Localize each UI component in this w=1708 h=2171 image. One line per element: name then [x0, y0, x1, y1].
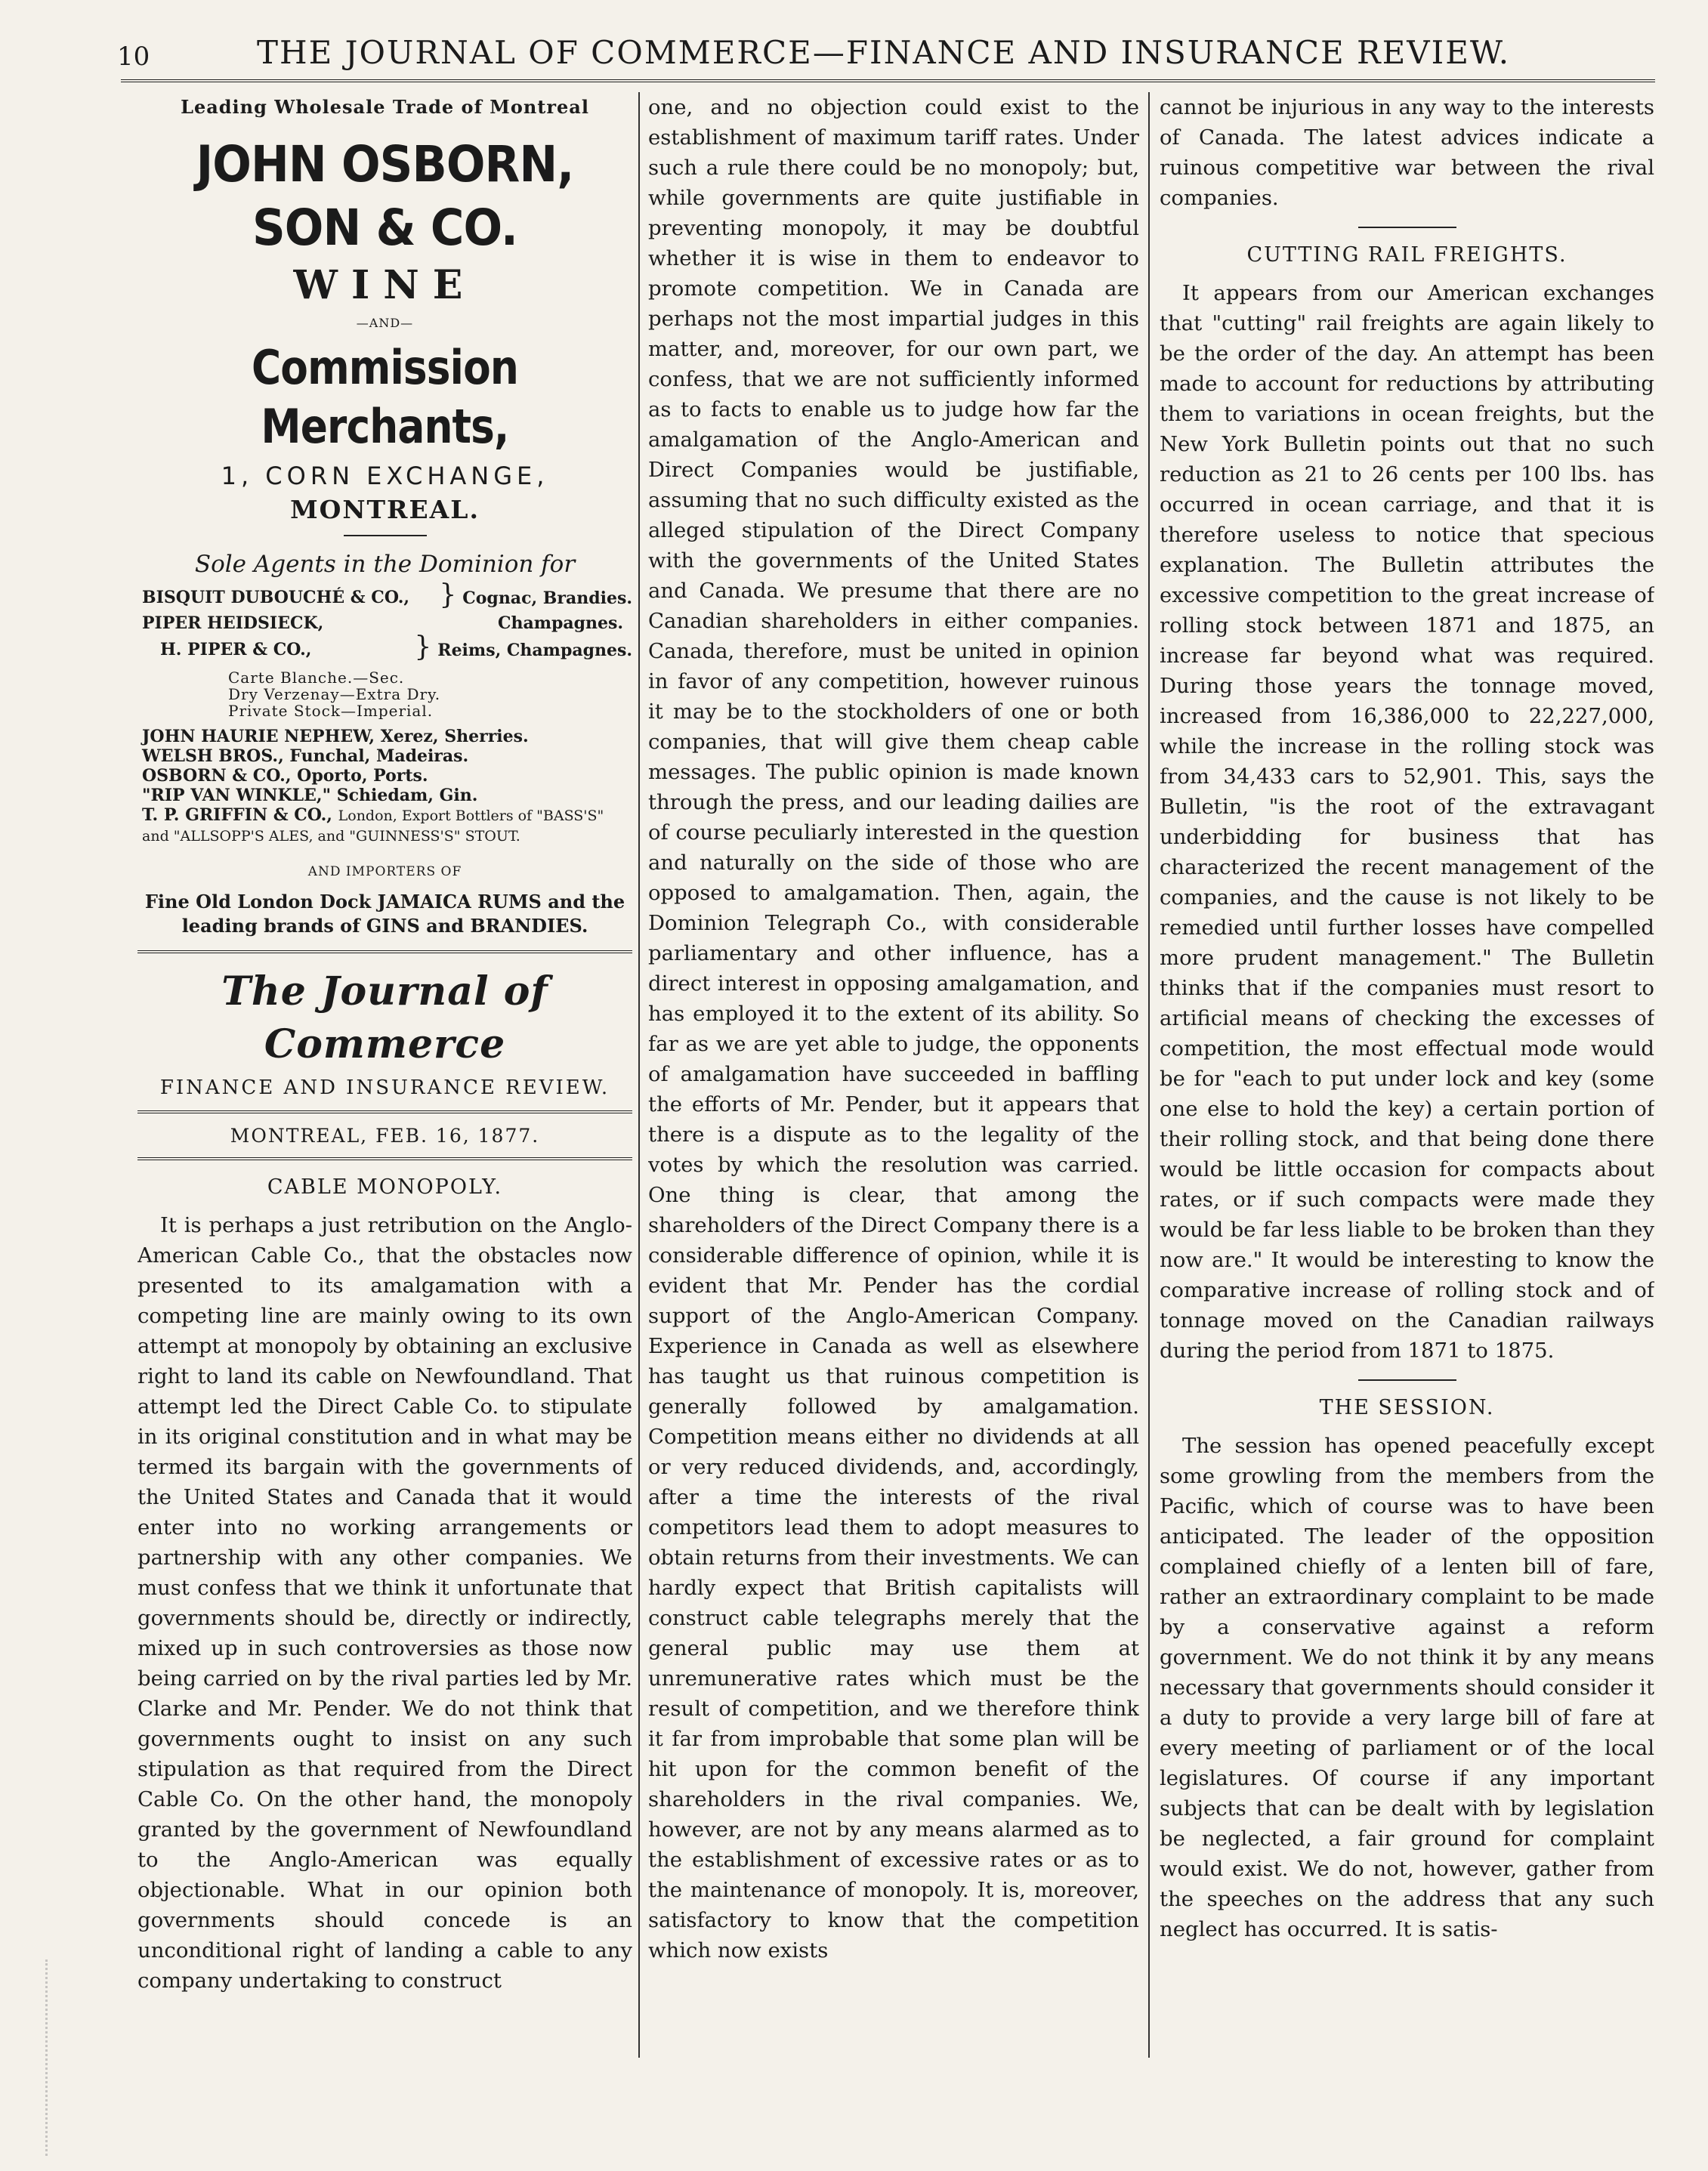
divider	[344, 535, 427, 536]
ad-commission: Commission Merchants,	[252, 340, 518, 454]
import-item: JOHN HAURIE NEPHEW, Xerez, Sherries.	[142, 727, 529, 746]
article-title: CUTTING RAIL FREIGHTS.	[1246, 243, 1567, 267]
page-number: 10	[117, 42, 150, 72]
article-title: CABLE MONOPOLY.	[267, 1175, 503, 1199]
divider	[137, 950, 632, 953]
article-body: one, and no objection could exist to the establishment of maximum tariff rates. Under such a rule there could be no monopoly; but, while governments are quite justifiable in preventing monopoly, it may be doubtful whether it is wise in them to endeavor to promote competition. We in Canada are perhaps not the most impartial judges in this matter, and, moreover, for our own part, we confess, that we are not sufficiently informed as to facts to enable us to judge how far the amalgamation of the Anglo-American and Direct Companies would be justifiable, assuming that no such difficulty existed as the alleged stipulation of the Direct Company with the governments of the United States and Canada. We presume that there are no Canadian shareholders in either companies. Canada, therefore, must be united in opinion in favor of any competition, however ruinous it may be to the stockholders of one or both companies, that will give them cheap cable messages. The public opinion is made known through the press, and our leading dailies are of course peculiarly interested in the question and naturally on the side of those who are opposed to amalgamation. Then, again, the Dominion Telegraph Co., with considerable parliamentary and other influence, has a direct interest in opposing amalgamation, and has employed it to the extent of its ability. So far as we are yet able to judge, the opponents of amalgamation have succeeded in baffling the efforts of Mr. Pender, but it appears that there is a dispute as to the legality of the votes by which the resolution was carried. One thing is clear, that among the shareholders of the Direct Company there is a considerable difference of opinion, while it is evident that Mr. Pender has the cordial support of the Anglo-American Company. Experience in Canada as well as elsewhere has taught us that ruinous competition is generally followed by amalgamation. Competition means either no dividends at all or very reduced dividends, and, accordingly, after a time the interests of the rival competitors lead them to adopt measures to obtain returns from their investments. We can hardly expect that British capitalists will construct cable telegraphs merely that the general public may use them at unremunerative rates which must be the result of competition, and we therefore think it far from improbable that some plan will be hit upon for the common benefit of the shareholders in the rival companies. We, however, are not by any means alarmed as to the establishment of excessive rates or as to the maintenance of monopoly. It is, moreover, satisfactory to know that the competition which now exists	[648, 95, 1139, 1963]
divider	[1358, 1379, 1456, 1381]
ad-firm-name: JOHN OSBORN, SON & CO.	[196, 135, 574, 257]
article-body: It appears from our American exchanges that "cutting" rail freights are again likely to be the order of the day. An attempt has been made to account for reductions by attributing them to variations in ocean freights, but the New York Bulletin points out that no such reduction as 21 to 26 cents per 100 lbs. has occurred in ocean carriage, and that it is therefore useless to notice that specious explanation. The Bulletin attributes the excessive competition to the great increase of rolling stock between 1871 and 1875, an increase far beyond what was required. During those years the tonnage moved, increased from 16,386,000 to 22,227,000, while the increase in the rolling stock was from 34,433 cars to 52,901. This, says the Bulletin, "is the root of the extravagant underbidding for business that has characterized the recent management of the companies, and the cause is not likely to be remedied until further losses have compelled more prudent management." The Bulletin thinks that if the companies must resort to artificial means of checking the excesses of competition, the most effectual mode would be for "each to put under lock and key (some one else to hold the key) a certain portion of their rolling stock, and that being done there would be little occasion for compacts about rates, or if such compacts were made they would be far less liable to be broken than they now are." It would be interesting to know the comparative increase of rolling stock and of tonnage moved on the Canadian railways during the period from 1871 to 1875.	[1160, 281, 1654, 1363]
ad-wine: WINE	[293, 262, 477, 308]
cuvee-item: Carte Blanche.—Sec.	[228, 669, 405, 687]
article-title: THE SESSION.	[1319, 1396, 1495, 1419]
scan-artifact	[45, 1959, 78, 2156]
cuvee-list	[228, 669, 632, 719]
import-item: "RIP VAN WINKLE," Schiedam, Gin.	[142, 786, 478, 805]
agent-product: Cognac, Brandies.	[462, 588, 632, 608]
ad-agents-line: Sole Agents in the Dominion for	[194, 551, 576, 578]
advertisement	[137, 92, 632, 938]
agent-firm: H. PIPER & CO.,	[160, 639, 312, 659]
import-item: T. P. GRIFFIN & CO., London, Export Bottlers of "BASS'S" and "ALLSOPP'S ALES, and "GUINNESS'S" STOUT.	[142, 805, 604, 845]
column-2	[648, 92, 1139, 2103]
article-body: It is perhaps a just retribution on the Anglo-American Cable Co., that the obstacles now presented to its amalgamation with a competing line are mainly owing to its own attempt at monopoly by obtaining an exclusive right to land its cable on Newfoundland. That attempt led the Direct Cable Co. to stipulate in its original constitution and in what may be termed its bargain with the governments of the United States and Canada that it would enter into no working arrangements or partnership with any other companies. We must confess that we think it unfortunate that governments should be, directly or indirectly, mixed up in such controversies as those now being carried on by the rival parties led by Mr. Clarke and Mr. Pender. We do not think that governments ought to insist on any such stipulation as that required from the Direct Cable Co. On the other hand, the monopoly granted by the government of Newfoundland to the Anglo-American was equally objectionable. What in our opinion both governments should concede is an unconditional right of landing a cable to any company undertaking to construct	[137, 1213, 632, 1993]
divider	[1358, 227, 1456, 228]
agent-firm: PIPER HEIDSIECK,	[142, 613, 324, 633]
article-body: The session has opened peacefully except some growling from the members from the Pacific, which of course was to have been anticipated. The leader of the opposition complained chiefly of a lenten bill of fare, rather an extraordinary complaint to be made by a conservative against a reform government. We do not think it by any means necessary that governments should consider it a duty to provide a very large bill of fare at every meeting of parliament or of the local legislatures. Of course if any important subjects that can be dealt with by legislation be neglected, a fair ground for complaint would exist. We do not, however, gather from the speeches on the address that any such neglect has occurred. It is satis-	[1160, 1434, 1654, 1941]
agent-row: BISQUIT DUBOUCHÉ & CO., } Cognac, Brandies.	[142, 579, 632, 610]
header-rule	[121, 79, 1655, 82]
dateline: MONTREAL, FEB. 16, 1877.	[230, 1125, 540, 1147]
ad-address: 1, CORN EXCHANGE,	[221, 462, 549, 490]
article-body: cannot be injurious in any way to the interests of Canada. The latest advices indicate a ruinous competitive war between the rival companies.	[1160, 95, 1654, 210]
ad-fine-old: Fine Old London Dock JAMAICA RUMS and the leading brands of GINS and BRANDIES.	[144, 891, 625, 937]
import-item: WELSH BROS., Funchal, Madeiras.	[142, 746, 469, 766]
column-rule	[1148, 92, 1150, 2058]
importers-head: AND IMPORTERS OF	[307, 864, 462, 879]
divider	[137, 1110, 632, 1113]
column-1	[137, 92, 632, 2103]
agent-firm: BISQUIT DUBOUCHÉ & CO.,	[142, 587, 410, 607]
agent-product: Champagnes.	[497, 613, 624, 633]
column-3	[1160, 92, 1654, 2103]
masthead-subtitle: FINANCE AND INSURANCE REVIEW.	[159, 1076, 610, 1099]
divider	[137, 1157, 632, 1160]
agent-row: H. PIPER & CO., } Reims, Champagnes.	[160, 632, 632, 662]
ad-header: Leading Wholesale Trade of Montreal	[181, 96, 589, 118]
agent-row	[142, 613, 632, 634]
running-title: THE JOURNAL OF COMMERCE—FINANCE AND INSURANCE REVIEW.	[257, 34, 1511, 71]
import-item: OSBORN & CO., Oporto, Ports.	[142, 766, 428, 786]
cuvee-item: Dry Verzenay—Extra Dry.	[228, 685, 441, 703]
cuvee-item: Private Stock—Imperial.	[228, 702, 434, 720]
ad-city: MONTREAL.	[290, 495, 480, 524]
column-rule	[638, 92, 640, 2058]
agent-product: Reims, Champagnes.	[437, 641, 632, 660]
masthead-title: The Journal of Commerce	[221, 968, 548, 1067]
ad-and: —AND—	[356, 316, 414, 330]
